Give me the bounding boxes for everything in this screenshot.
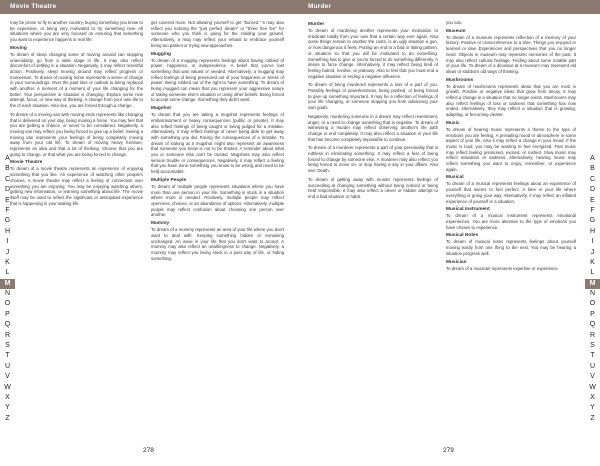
entry-paragraph: To dream of a musician represents expertise or experience (446, 265, 558, 271)
entry-paragraph: Negatively, murdering someone in a dream may reflect resentment, anger, or a need to change something that is negative. To dream of witnessing a murder may reflect observing another's life path change or end completely. It may also reflect a situation in your life that has become completely impossible to continue. (308, 113, 438, 142)
right-page-number: 279 (443, 447, 454, 454)
index-letter-e: E (590, 196, 595, 204)
entry-paragraph: To dream of a mummy represents an area of your life where you don't want to deal with. Keeping something hidden or remaining unchanged. An issue in your life that you don't want to accept. A mummy may also reflect an unwillingness to change. Negatively, a mummy may reflect you being stuck in a past way of life, or hiding something. (151, 227, 284, 261)
index-letter-m: M (585, 279, 600, 289)
index-letter-g: G (4, 217, 11, 225)
index-letter-n: N (589, 290, 596, 298)
left-columns (10, 20, 284, 440)
entry-paragraph: get covered more. Not allowing yourself to get "burned." It may also reflect you noticing the "just perfect dream" or "three free fee" for someone who you think is going for the Holding your ground. Alternatively, a mug may reflect your refusal to embrace yourself being too patient or trying new approaches. (151, 20, 284, 48)
index-letter-q: Q (4, 321, 11, 329)
index-letter-w: W (4, 383, 11, 391)
entry-paragraph: To dream of a musical instrument represents emotional experiences. You are more attentive to the type of emotions you have chosen to experience. (446, 213, 576, 230)
left-header-title: Movie Theatre (10, 3, 57, 10)
entry-heading: Murder (308, 22, 325, 27)
index-letter-i: I (6, 238, 9, 246)
index-letter-l: L (590, 269, 595, 277)
right-columns (308, 20, 576, 440)
index-letter-n: N (4, 290, 11, 298)
entry-paragraph: To dream of a museum represents reflection of a memory of your history. Positive or cross-reference to a time. Things you enjoyed or learned or saw. Experiences and perspectives that you no longer need. Objects in museum may represent memories of the past. It may also reflect cultural heritage. Finding about some notable part of your life. To dream of a dinosaur at a museum may represent old ideas or stubborn old ways of thinking. (446, 34, 576, 74)
index-letter-j: J (590, 248, 595, 256)
right-page (300, 0, 600, 466)
index-letter-j: J (5, 248, 10, 256)
index-letter-z: Z (590, 414, 595, 422)
entry-paragraph: To dream of sleep changing some of moving around can stopping unavoidably, go from a stale stage in life. It may also reflect discomfort of settling in a situation. Negatively, it may reflect resentful action. Positively, sleep moving around may reflect progress or momentum. To dream of moving home represents a sense of change in your surroundings. Over the past time or outlook to being replaced with another. A moment of a moment of your life changing for the better. Your perspective or situation is changing. Explore some new attempt, focus, or new way of thinking. A change from your own life to the of each situation. Also see, you are forced through a change. (10, 51, 143, 109)
index-letter-a: A (590, 155, 595, 162)
index-letter-v: V (590, 373, 595, 381)
index-letter-b: B (590, 165, 595, 173)
index-letter-k: K (590, 258, 595, 266)
entry-heading: Mummy (151, 221, 170, 227)
index-letter-h: H (4, 227, 11, 235)
index-letter-a: A (5, 155, 10, 162)
index-letter-p: P (590, 310, 595, 318)
index-letter-t: T (590, 352, 595, 360)
index-letter-f: F (590, 206, 595, 214)
entry-paragraph: To dream of mushrooms represents ideas that you are most in growth. Positive or negative ideas that grow from decay. It may reflect a change in a situation that no longer exists. Mushrooms may also reflect feelings of loss or sadness that something has now ended. Alternatively, they may reflect a situation that is growing, adapting, or becoming clearer. (446, 83, 576, 118)
entry-paragraph: To dream of musical notes represents feelings about yourself moving easily from one thing to the next. You may be hearing a situation progress well. (446, 239, 576, 256)
entry-paragraph: To dream of a moving van with moving ends represents like changing that is delivered on your day, being moving a home. You may feel that you are getting a chance, or never to be considered. Negatively, a moving van may reflect you being forced to give up a belief. Seeing a moving van represents your feelings of being completely moving away from your old life. To dream of moving heavy furniture, represents an idea and that a lot of thinking. Choose that you are going to change, or that what you are being forced to change. (10, 111, 143, 157)
index-letter-e: E (5, 196, 10, 204)
entry-heading: Moving (10, 45, 27, 51)
index-letter-y: Y (5, 404, 10, 412)
index-letter-r: R (589, 331, 596, 339)
index-letter-u: U (4, 362, 11, 370)
entry-paragraph: To dream of murdering another represents your motivation to eradicate totally from your own that a certain way ever again. Also some things remain to another the costs, is an ugly situation a gun, or how dangerous it feels. Putting an end to a bad or failing pattern, or situation so that you will be motivated to do something. Something has to give or you're forced to do something differently. A desire to force change. Alternatively, it may reflect being tired of feeling hatred, revolve, or jealousy. Also to feel that you must end a negative situation or ending a negative influence. (308, 28, 438, 79)
left-column-2 (151, 20, 284, 440)
entry-heading: Mugging (151, 51, 171, 57)
index-letter-c: C (4, 175, 11, 183)
entry-paragraph: To dream of a mugging represents feelings about having robbed of power, happiness, or independence. A belief that you've lost something that was valued or needed. Alternatively, a mugging may reflect feelings of being pressured out of your happiness or sense of power. Being robbed out of the right to have something. To dream of being mugged can mean that you represent your aggressive nature or taking someone else's situation or using other beliefs. Being forced to accept some change. Something they didn't want. (151, 57, 284, 103)
index-letter-t: T (5, 352, 10, 360)
left-header-bar (0, 0, 300, 14)
entry-paragraph: To dream of a murderer represents a part of your personality that is ruthless in eliminating something. It may reflect a fear of being forced to change by someone else. A murderer may also reflect you being forced to move on, or stop having a say in your affairs. Also see: Death. (308, 145, 438, 174)
right-header-bar (300, 0, 600, 14)
entry-heading: Museum (446, 28, 466, 34)
right-column-2 (446, 20, 576, 440)
left-page-number: 278 (143, 447, 154, 454)
entry-heading: Movie Theatre (10, 160, 43, 166)
index-letter-z: Z (5, 414, 10, 422)
index-letter-i: I (591, 238, 594, 246)
entry-heading: Mushrooms (446, 77, 474, 83)
entry-paragraph: To dream of being murdered represents a loss of a part of you. Possibly feelings of powerlessness, being pushed, or being forced to give up something important. It may be a reflection of feelings of your life changing, or someone stopping you from advancing your own goals. (308, 82, 438, 111)
index-letter-o: O (4, 300, 11, 308)
index-letter-x: X (5, 393, 10, 401)
right-alphabet-index (585, 154, 600, 424)
entry-heading: Music (446, 120, 460, 126)
entry-heading: Musical Notes (446, 233, 479, 239)
right-header-title: Murder (308, 3, 332, 10)
index-letter-v: V (5, 373, 10, 381)
index-letter-p: P (5, 310, 10, 318)
entry-paragraph: To dream of multiple people represents situations where you have more than one person in your life. Something is stuck in a situation where more is needed. Positively, multiple people may reflect openness, choices, or an abundance of options. Alternatively, multiple people may reflect confusion about choosing one person over another. (151, 183, 284, 218)
index-letter-x: X (590, 393, 595, 401)
entry-paragraph: To dream of a movie theatre represents an experience of enjoying something that you like. An experience of watching other people's choices. A movie theatre may reflect a feeling of connection over something you are enjoying. You may be enjoying watching others, getting new information, or learning something about life. The movie itself may be used to reflect the significant or anticipated experience that is happening in your waking life. (10, 166, 143, 206)
index-letter-k: K (5, 258, 10, 266)
index-letter-y: Y (590, 404, 595, 412)
index-letter-g: G (589, 217, 596, 225)
index-letter-s: S (5, 342, 10, 350)
entry-paragraph: may be prone to fly to another country, buying something you know to be expensive, or being very motivated to try something new. All situations where you are very focused on ensuring that something you want to experience happens in real life. (10, 20, 143, 43)
entry-heading: Multiple People (151, 177, 187, 183)
index-letter-r: R (4, 331, 11, 339)
index-letter-u: U (589, 362, 596, 370)
entry-heading: Musical (446, 175, 464, 181)
index-letter-c: C (589, 175, 596, 183)
left-column-1 (10, 20, 143, 440)
entry-paragraph: To dream of hearing music represents a theme to the type of emotions you are feeling. A prevailing mood or atmosphere in some aspect of your life. Also it may reflect a change in your mood. If the music is loud, you may be wanting to feel energized. Fast music may reflect feeling pressured, excited, or rushed. Slow music may reflect relaxation or sadness. Alternatively, hearing music may reflect something you want to enjoy, remember, or experience again. (446, 126, 576, 172)
entry-paragraph: To dream of a musical represents feelings about an experience of yourself that seems to feel perfect. A time in your life where everything is going your way. Alternatively, it may reflect an inflated experience of yourself or a situation. (446, 181, 576, 204)
index-letter-w: W (589, 383, 596, 391)
index-letter-m: M (0, 279, 15, 289)
index-letter-f: F (5, 206, 10, 214)
entry-paragraph: To dream that you are taking a mugshot represents feelings of embarrassment or heavy consequences (public or private). It may also reflect feelings of being caught or being judged for a mistake. Alternatively, it may reflect feelings of never being able to get away with something you did. Facing the consequences of a mistake. To dream of looking at a mugshot might also represent an awareness that someone you know is not to be trusted. A reminder about what you or someone else can't be trusted. Mugshots may also reflect serious trouble or consequences. Negatively, it may reflect a feeling that you have done something you know to be wrong and need to be held accountable. (151, 112, 284, 175)
index-letter-d: D (589, 186, 596, 194)
entry-heading: Mugshot (151, 106, 171, 112)
entry-paragraph: you can. (446, 20, 463, 25)
left-alphabet-index (0, 154, 15, 424)
index-letter-l: L (5, 269, 10, 277)
entry-heading: Musician (446, 259, 467, 265)
entry-heading: Musical Instrument (446, 207, 490, 213)
index-letter-o: O (589, 300, 596, 308)
index-letter-d: D (4, 186, 11, 194)
right-column-1 (308, 20, 438, 440)
index-letter-q: Q (589, 321, 596, 329)
index-letter-h: H (589, 227, 596, 235)
entry-paragraph: To dream of getting away with murder represents feelings of succeeding at changing something without being noticed or being held responsible. It may also reflect a clever or hidden attempt to end a bad situation or habit. (308, 176, 438, 199)
index-letter-b: B (5, 165, 10, 173)
index-letter-s: S (590, 342, 595, 350)
